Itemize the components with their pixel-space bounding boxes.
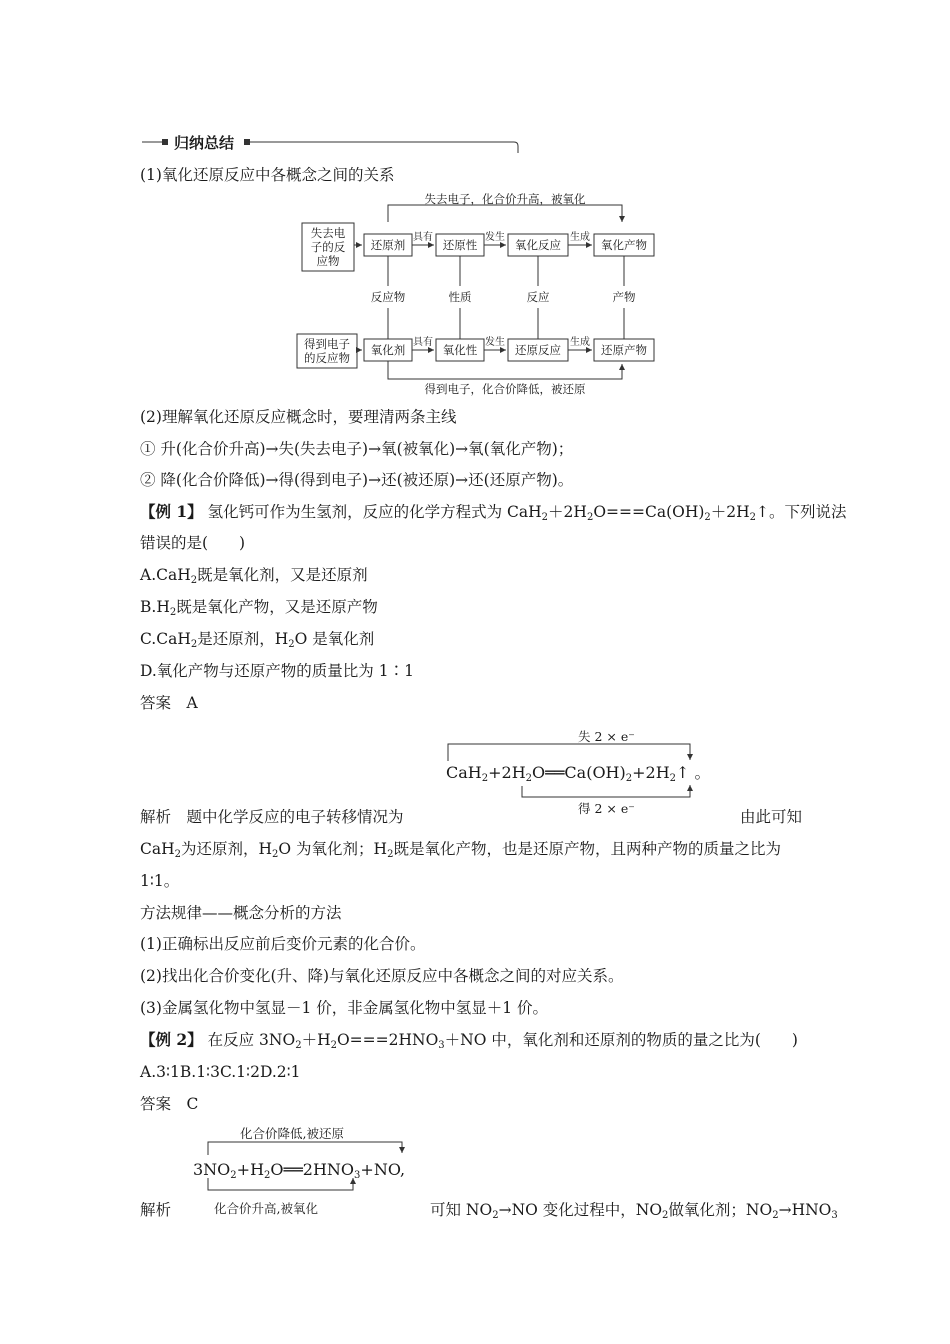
ex1-option-b: $B.H_2$既是氧化产物，又是还原产物 bbox=[140, 598, 378, 618]
row1-source-1: 失去电 bbox=[310, 226, 346, 240]
arrow-label-generate-2: 生成 bbox=[570, 337, 590, 348]
intro-1: (1)氧化还原反应中各概念之间的关系 bbox=[140, 166, 395, 184]
arrow-label-occur-2: 发生 bbox=[485, 337, 505, 348]
ex1-analysis-end: 由此可知 bbox=[740, 808, 803, 826]
row1-source-3: 应物 bbox=[316, 254, 340, 268]
ex1-option-c: C.CaH$_2$是还原剂，$H_2O$ 是氧化剂 bbox=[140, 630, 375, 650]
ex2-top-label: 化合价降低,被还原 bbox=[240, 1126, 344, 1141]
row2-source-2: 的反应物 bbox=[304, 351, 350, 365]
arrow-label-have-2: 具有 bbox=[413, 337, 433, 348]
section-title: 归纳总结 bbox=[170, 132, 238, 153]
method-title: 方法规律——概念分析的方法 bbox=[140, 904, 342, 922]
box-reductant: 还原剂 bbox=[370, 238, 406, 252]
ex1-lose-label: 失 2 × e⁻ bbox=[578, 729, 635, 744]
ex1-equation: $CaH_2+2H_2O══Ca(OH)_2+2H_2↑$ 。 bbox=[446, 763, 711, 784]
top-arrow-label: 失去电子，化合价升高，被氧化 bbox=[424, 193, 586, 206]
mainline-2: ② 降(化合价降低)→得(得到电子)→还(被还原)→还(还原产物)。 bbox=[140, 471, 574, 489]
method-item-3: (3)金属氢化物中氢显－1 价，非金属氢化物中氢显＋1 价。 bbox=[140, 999, 549, 1017]
arrow-label-have-1: 具有 bbox=[413, 232, 433, 243]
ex1-analysis-line2: CaH$_2$为还原剂，$H_2O$ 为氧化剂；$H_2$既是氧化产物，也是还原产物，且两种产物的质量之比为 bbox=[140, 840, 781, 860]
ex2-tag: 【例 2】 bbox=[140, 1030, 203, 1049]
ex2-analysis-start: 解析 bbox=[140, 1201, 172, 1219]
ex2-answer: 答案 C bbox=[140, 1095, 199, 1113]
ex1-tag: 【例 1】 bbox=[140, 502, 203, 521]
box-oxidant: 氧化剂 bbox=[370, 343, 406, 357]
ex1-analysis-start: 解析 题中化学反应的电子转移情况为 bbox=[140, 808, 404, 826]
arrow-label-occur-1: 发生 bbox=[485, 232, 505, 243]
bottom-arrow-label: 得到电子，化合价降低，被还原 bbox=[424, 382, 586, 396]
ex2-equation: $3NO_2+H_2O══2HNO_3+NO$, bbox=[193, 1160, 406, 1181]
middle-label-reactant: 反应物 bbox=[370, 290, 406, 304]
section-header bbox=[140, 131, 520, 155]
ex1-question-cont: 错误的是( ) bbox=[140, 534, 246, 552]
ex1-gain-label: 得 2 × e⁻ bbox=[578, 801, 635, 816]
box-reduction-reaction: 还原反应 bbox=[515, 343, 561, 357]
ex2-bottom-label: 化合价升高,被氧化 bbox=[214, 1201, 318, 1216]
box-oxidation-reaction: 氧化反应 bbox=[515, 238, 561, 252]
row1-source-2: 子的反 bbox=[310, 240, 346, 254]
ex1-option-d: D.氧化产物与还原产物的质量比为 1∶1 bbox=[140, 662, 414, 680]
ex2-options: A.3∶1B.1∶3C.1∶2D.2∶1 bbox=[140, 1063, 301, 1081]
ex1-analysis-line3: 1∶1。 bbox=[140, 872, 180, 890]
ex2-question: 【例 2】 在反应 $3NO_2+H_2O===2HNO_3+NO$ 中，氧化剂和还原剂的物质的量之比为( ) bbox=[140, 1030, 798, 1051]
ex1-question: 【例 1】 氢化钙可作为生氢剂，反应的化学方程式为 $CaH_2+2H_2O===Ca(OH)_2+2H_2↑$。下列说法 bbox=[140, 502, 847, 523]
box-reducibility: 还原性 bbox=[442, 238, 478, 252]
middle-label-product: 产物 bbox=[612, 290, 636, 304]
middle-label-reaction: 反应 bbox=[526, 290, 550, 304]
intro-2: (2)理解氧化还原反应概念时，要理清两条主线 bbox=[140, 408, 457, 426]
mainline-1: ① 升(化合价升高)→失(失去电子)→氧(被氧化)→氧(氧化产物)； bbox=[140, 440, 574, 458]
ex1-answer: 答案 A bbox=[140, 694, 198, 712]
box-reduction-product: 还原产物 bbox=[601, 343, 647, 357]
row2-source-1: 得到电子 bbox=[304, 337, 350, 351]
box-oxidizability: 氧化性 bbox=[442, 343, 478, 357]
concept-diagram bbox=[292, 193, 672, 398]
arrow-label-generate-1: 生成 bbox=[570, 232, 590, 243]
ex2-analysis-rest: 可知 $NO_2\to NO$ 变化过程中，$NO_2$做氧化剂；$NO_2\to HNO_3$ bbox=[430, 1201, 838, 1221]
middle-label-property: 性质 bbox=[448, 290, 472, 304]
box-oxidation-product: 氧化产物 bbox=[601, 238, 647, 252]
method-item-2: (2)找出化合价变化(升、降)与氧化还原反应中各概念之间的对应关系。 bbox=[140, 967, 624, 985]
ex1-option-a: A.CaH$_2$既是氧化剂，又是还原剂 bbox=[140, 566, 368, 586]
method-item-1: (1)正确标出反应前后变价元素的化合价。 bbox=[140, 935, 426, 953]
